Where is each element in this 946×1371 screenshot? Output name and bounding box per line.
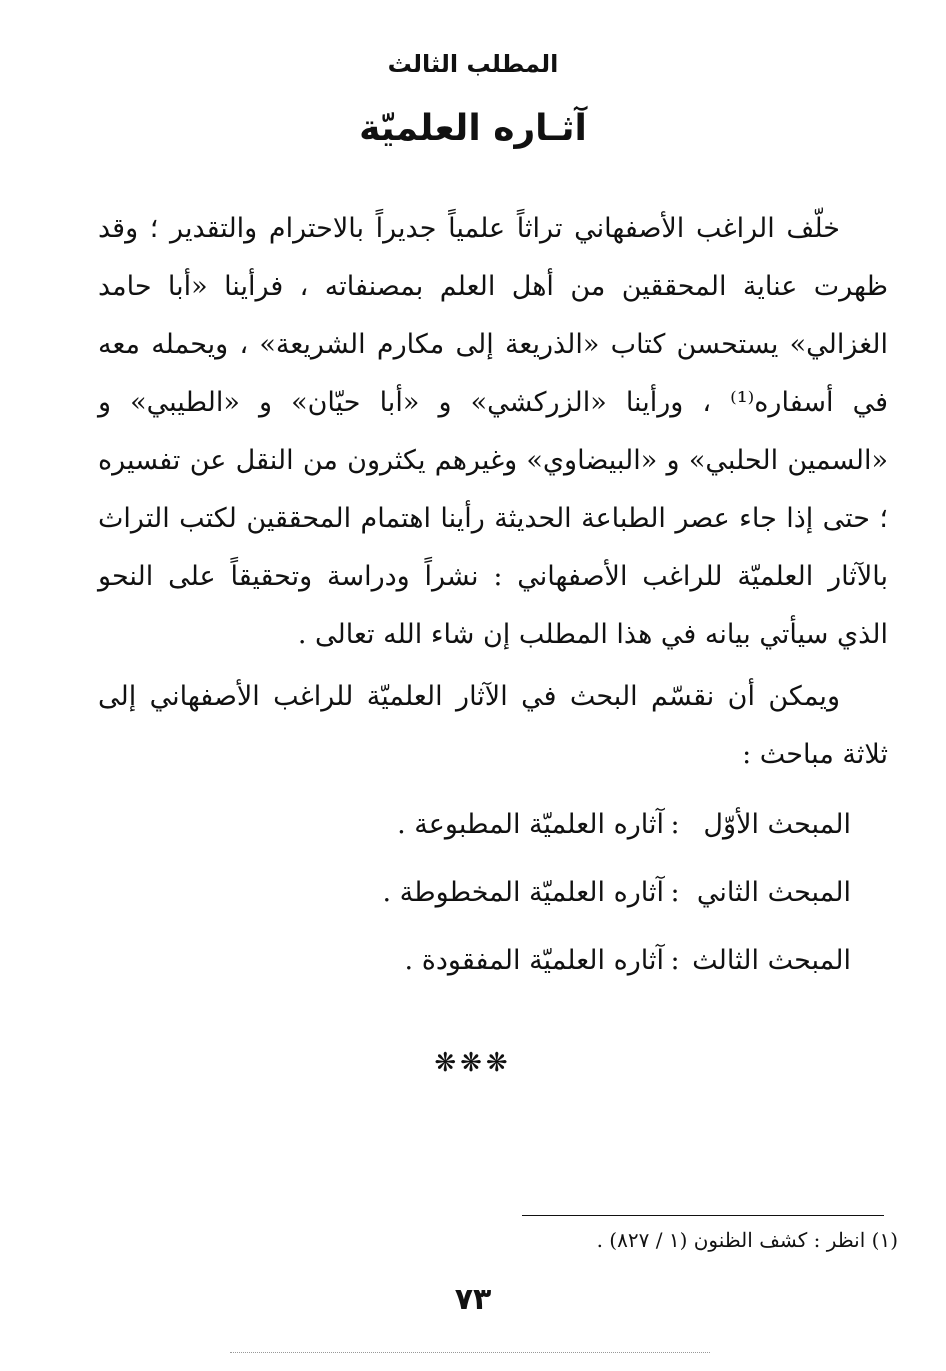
section-item [151, 790, 851, 858]
section-separator: : [670, 876, 680, 908]
section-title: آثاره العلميّة المفقودة . [404, 944, 664, 976]
paragraph-1: خلّف الراغب الأصفهاني تراثاً علمياً جديراً بالاحترام والتقدير ؛ وقد ظهرت عناية المحققين من أهل العلم بمصنفاته ، فرأينا «أبا حامد الغزالي» يستحسن كتاب «الذريعة إلى مكارم الشريعة» ، ويحمله معه في أسفاره⁽¹⁾ ، ورأينا «الزركشي» و «أبا حيّان» و «الطيبي» و «السمين الحلبي» و «البيضاوي» وغيرهم يكثرون من النقل عن تفسيره ؛ حتى إذا جاء عصر الطباعة الحديثة رأينا اهتمام المحققين لكتب التراث بالآثار العلميّة للراغب الأصفهاني : نشراً ودراسة وتحقيقاً على النحو الذي سيأتي بيانه في هذا المطلب إن شاء الله تعالى . [98, 213, 888, 650]
section-item [151, 926, 851, 994]
section-name: المبحث الثاني [696, 876, 851, 908]
page-title: آثـاره العلميّة [359, 108, 587, 149]
section-separator: : [670, 808, 680, 840]
section-item [151, 858, 851, 926]
section-name: المبحث الثالث [692, 944, 851, 976]
section-title: آثاره العلميّة المطبوعة . [397, 808, 664, 840]
page-number: ٧٣ [454, 1282, 492, 1317]
section-divider: ❋❋❋ [434, 1048, 512, 1078]
footnote: (١) انظر : كشف الظنون (١ / ٨٢٧) . [596, 1228, 898, 1252]
body-text [98, 200, 888, 784]
paragraph-2: ويمكن أن نقسّم البحث في الآثار العلميّة للراغب الأصفهاني إلى ثلاثة مباحث : [98, 681, 888, 770]
scan-edge-dots [230, 1352, 710, 1353]
section-subtitle: المطلب الثالث [387, 50, 559, 78]
section-separator: : [670, 944, 680, 976]
footnote-rule [522, 1215, 884, 1216]
section-title: آثاره العلميّة المخطوطة . [382, 876, 664, 908]
sections-list [151, 790, 851, 994]
section-name: المبحث الأوّل [703, 808, 851, 840]
